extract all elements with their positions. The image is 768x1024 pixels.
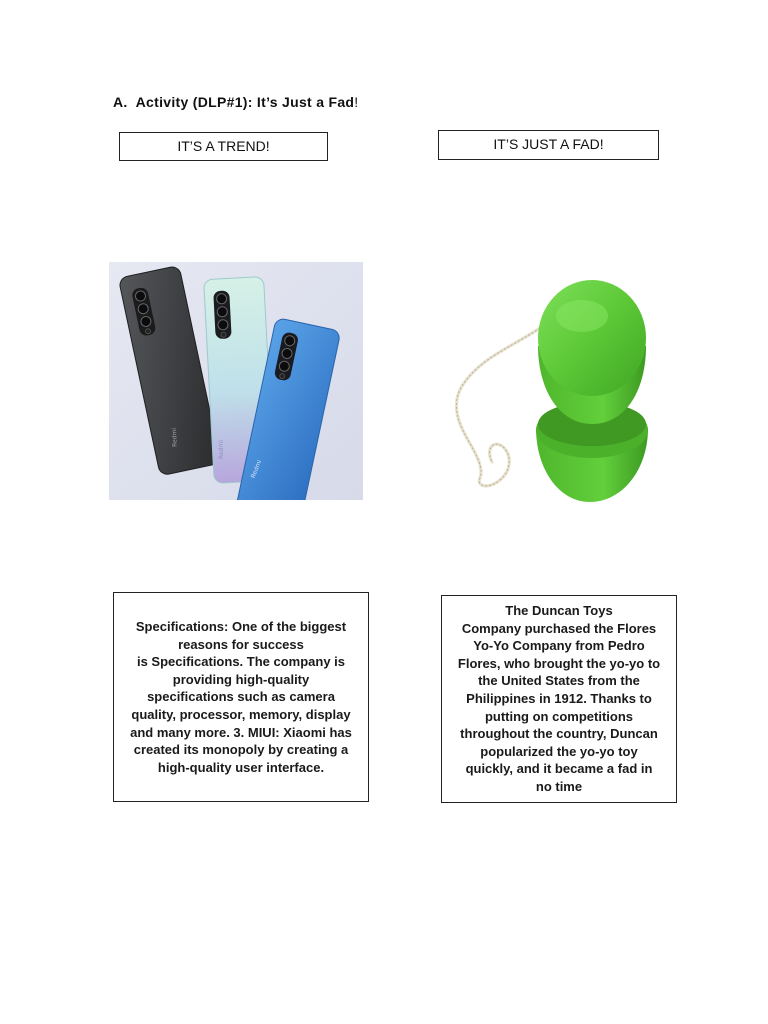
- yoyo-image: [440, 258, 662, 512]
- phone-blue-brand: Redmi: [249, 459, 264, 480]
- fad-line: Philippines in 1912. Thanks to: [466, 690, 652, 706]
- yoyo-body: [536, 280, 648, 502]
- trend-line: and many more. 3. MIUI: Xiaomi has: [130, 724, 352, 740]
- phone-dark-brand: Redmi: [170, 427, 179, 448]
- fad-line: Company purchased the Flores: [461, 620, 657, 636]
- smartphones-illustration: [109, 262, 363, 500]
- phone-light-brand: Redmi: [217, 439, 226, 460]
- fad-line: popularized the yo-yo toy: [480, 743, 638, 759]
- trend-line: Specifications: One of the biggest: [135, 619, 347, 634]
- fad-line: Yo-Yo Company from Pedro: [473, 638, 645, 654]
- trend-line: specifications such as camera: [147, 689, 335, 705]
- fad-line: the United States from the: [478, 673, 640, 689]
- trend-description-box: [113, 592, 369, 802]
- fad-label-box: [438, 130, 659, 160]
- fad-line: no time: [535, 778, 583, 794]
- trend-line: providing high-quality: [172, 671, 310, 687]
- heading-title: Activity (DLP#1): It’s Just a Fad: [135, 94, 355, 110]
- fad-line: Flores, who brought the yo-yo to: [457, 655, 661, 671]
- trend-line: created its monopoly by creating a: [133, 742, 349, 758]
- heading-exclamation: !: [354, 94, 359, 110]
- activity-heading: [113, 94, 358, 110]
- trend-line: is Specifications. The company is: [136, 654, 346, 670]
- trend-line: quality, processor, memory, display: [131, 706, 351, 722]
- fad-line: putting on competitions: [484, 708, 634, 724]
- trend-line: high-quality user interface.: [157, 759, 325, 775]
- yoyo-illustration: [440, 258, 662, 512]
- fad-line: The Duncan Toys: [505, 603, 613, 618]
- trend-label: IT’S A TREND!: [177, 138, 270, 154]
- fad-line: throughout the country, Duncan: [460, 726, 658, 742]
- smartphones-image: [109, 262, 363, 500]
- fad-description-box: [441, 595, 677, 803]
- trend-label-box: [119, 132, 328, 161]
- trend-line: reasons for success: [178, 636, 304, 652]
- fad-label: IT’S JUST A FAD!: [493, 136, 604, 152]
- fad-line: quickly, and it became a fad in: [465, 761, 653, 777]
- heading-number: A.: [113, 94, 128, 110]
